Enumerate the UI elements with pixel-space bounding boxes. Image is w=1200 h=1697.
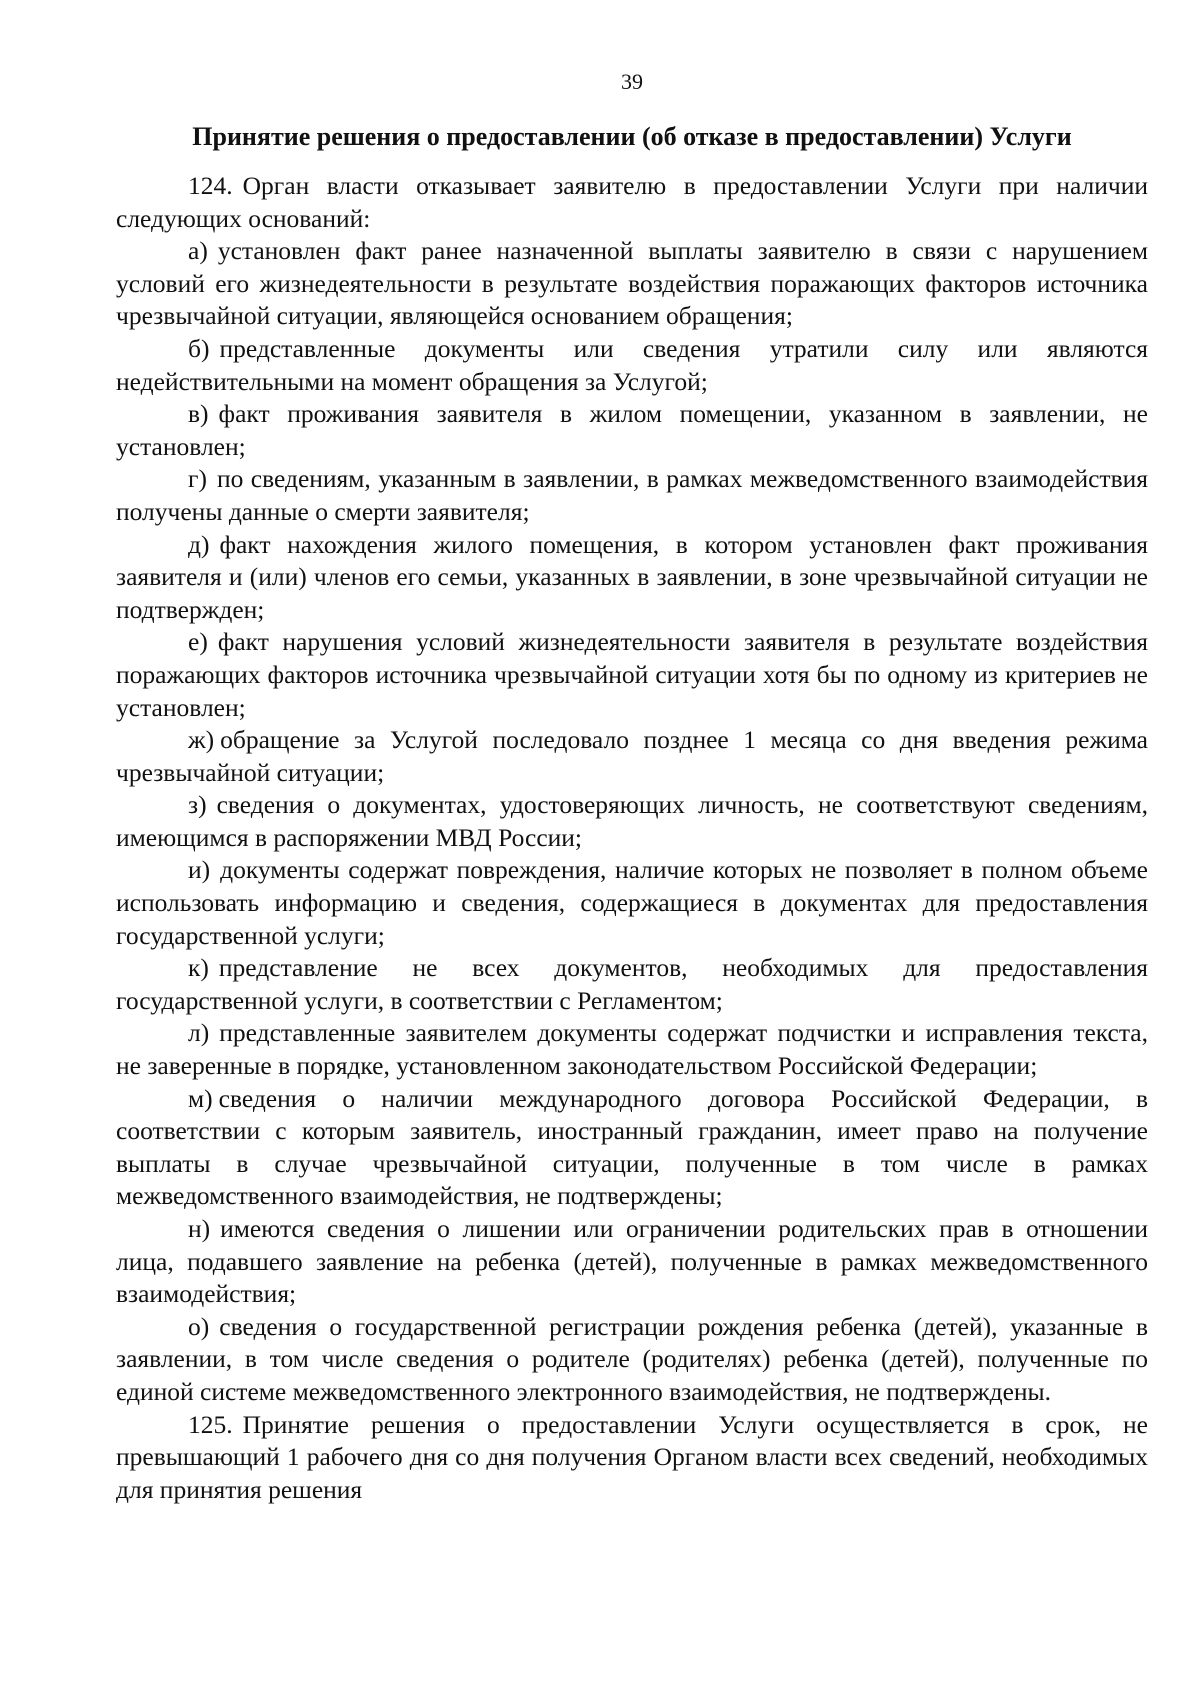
list-item-text: сведения о документах, удостоверяющих личность, не соответствуют сведениям, имеющимся в распоряжении МВД России; [116,790,1148,852]
list-item-marker: о) [188,1311,210,1341]
list-item-text: обращение за Услугой последовало позднее 1 месяца со дня введения режима чрезвычайной ситуации; [116,725,1148,787]
list-item-v [116,398,1148,463]
section-title: Принятие решения о предоставлении (об отказе в предоставлении) Услуги [192,122,1072,151]
paragraph-text: Орган власти отказывает заявителю в предоставлении Услуги при наличии следующих оснований: [116,171,1148,233]
list-item-k [116,952,1148,1017]
list-item-marker: м) [188,1083,213,1113]
list-item-marker: а) [188,236,208,266]
list-item-text: документы содержат повреждения, наличие которых не позволяет в полном объеме использовать информацию и сведения, содержащиеся в документах для предоставления государственной услуги; [116,855,1148,950]
list-item-o [116,1311,1148,1409]
paragraph-124 [116,170,1148,235]
paragraph-list [116,170,1148,1506]
paragraph-marker: 124. [188,171,233,200]
list-item-marker: к) [188,953,209,983]
paragraph-125 [116,1409,1148,1507]
list-item-marker: б) [188,333,210,363]
list-item-text: представленные заявителем документы содержат подчистки и исправления текста, не заверенные в порядке, установленном законодательством Российской Федерации; [116,1018,1148,1081]
list-item-z [116,789,1148,854]
list-item-marker: н) [188,1214,211,1243]
list-item-marker: л) [188,1018,210,1048]
list-item-marker: г) [188,464,207,494]
list-item-n [116,1213,1148,1311]
list-item-text: сведения о наличии международного договора Российской Федерации, в соответствии с которым заявитель, иностранный гражданин, имеет право на получение выплаты в случае чрезвычайной ситуации, полученные в том числе в рамках межведомственного взаимодействия, не подтверждены; [116,1083,1148,1211]
list-item-text: сведения о государственной регистрации рождения ребенка (детей), указанные в заявлении, в том числе сведения о родителе (родителях) ребенка (детей), полученные по единой системе межведомственного электронного взаимодействия, не подтверждены. [116,1311,1148,1406]
list-item-e [116,626,1148,724]
list-item-zh [116,724,1148,789]
page-number: 39 [621,69,643,94]
list-item-marker: и) [188,855,211,885]
list-item-a [116,235,1148,333]
list-item-m [116,1083,1148,1213]
paragraph-text: Принятие решения о предоставлении Услуги осуществляется в срок, не превышающий 1 рабочего дня со дня получения Органом власти всех сведений, необходимых для принятия решения [116,1409,1148,1504]
list-item-marker: ж) [188,725,215,755]
list-item-g [116,463,1148,528]
list-item-text: факт проживания заявителя в жилом помещении, указанном в заявлении, не установлен; [116,399,1148,461]
list-item-marker: в) [188,399,209,429]
list-item-marker: д) [188,529,210,559]
list-item-marker: е) [188,627,208,657]
list-item-i [116,854,1148,952]
list-item-text: по сведениям, указанным в заявлении, в рамках межведомственного взаимодействия получены данные о смерти заявителя; [116,464,1148,526]
list-item-text: установлен факт ранее назначенной выплаты заявителю в связи с нарушением условий его жизнедеятельности в результате воздействия поражающих факторов источника чрезвычайной ситуации, являющейся основанием обращения; [116,236,1148,331]
document-page [116,68,1148,1506]
list-item-text: представление не всех документов, необходимых для предоставления государственной услуги, в соответствии с Регламентом; [116,953,1148,1015]
list-item-marker: з) [188,790,207,820]
list-item-b [116,333,1148,398]
list-item-text: имеются сведения о лишении или ограничении родительских прав в отношении лица, подавшего заявление на ребенка (детей), полученные в рамках межведомственного взаимодействия; [116,1214,1148,1309]
paragraph-marker: 125. [188,1409,233,1439]
list-item-text: факт нарушения условий жизнедеятельности заявителя в результате воздействия поражающих факторов источника чрезвычайной ситуации хотя бы по одному из критериев не установлен; [116,627,1148,722]
list-item-text: факт нахождения жилого помещения, в котором установлен факт проживания заявителя и (или) членов его семьи, указанных в заявлении, в зоне чрезвычайной ситуации не подтвержден; [116,529,1148,624]
list-item-l [116,1017,1148,1082]
list-item-d [116,529,1148,627]
list-item-text: представленные документы или сведения утратили силу или являются недействительными на момент обращения за Услугой; [116,333,1148,396]
